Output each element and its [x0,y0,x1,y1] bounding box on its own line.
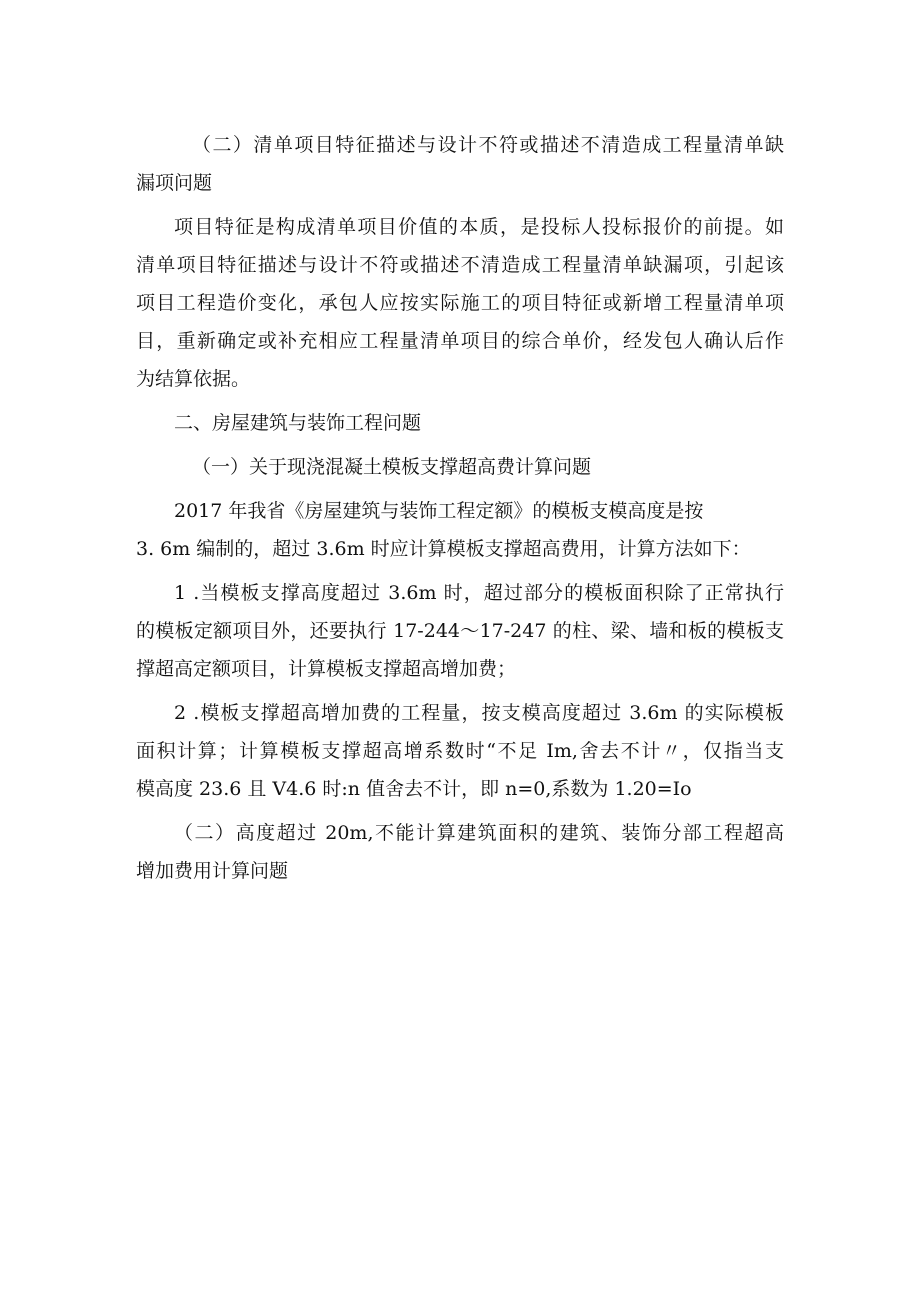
text-line: 1 .当模板支撑高度超过 3.6m 时，超过部分的模板面积除了正常执行 [174,582,784,604]
text-line: 项目特征是构成清单项目价值的本质，是投标人投标报价的前提。如 [174,216,784,238]
list-item-2 [136,694,784,808]
list-item-1 [136,574,784,688]
text-line: 2 .模板支撑超高增加费的工程量，按支模高度超过 3.6m 的实际模板 [174,702,784,724]
text-line: 模高度 23.6 且 V4.6 时:n 值舍去不计，即 n=0,系数为 1.20=Io [136,778,692,800]
text-line: 漏项问题 [136,172,213,194]
paragraph-subheading-2 [136,126,784,202]
text-line: 的模板定额项目外，还要执行 17-244～17-247 的柱、梁、墙和板的模板支 [136,620,784,642]
text-line: 为结算依据。 [136,368,251,390]
text-line: 面积计算；计算模板支撑超高增系数时“不足 Im,舍去不计〃，仅指当支 [136,740,784,762]
text-line: 项目工程造价变化，承包人应按实际施工的项目特征或新增工程量清单项 [136,292,784,314]
section-heading [136,404,784,442]
paragraph-body [136,492,784,568]
text-line: 清单项目特征描述与设计不符或描述不清造成工程量清单缺漏项，引起该 [136,254,784,276]
text-line: 二、房屋建筑与装饰工程问题 [174,412,422,434]
text-line: 撑超高定额项目，计算模板支撑超高增加费； [136,658,517,680]
text-line: 3. 6m 编制的，超过 3.6m 时应计算模板支撑超高费用，计算方法如下： [136,538,751,560]
text-line: 2017 年我省《房屋建筑与装饰工程定额》的模板支模高度是按 [174,500,704,522]
paragraph-body [136,208,784,398]
paragraph-subheading-1 [136,448,784,486]
text-line: （二）高度超过 20m,不能计算建筑面积的建筑、装饰分部工程超高 [174,822,784,844]
text-line: （二）清单项目特征描述与设计不符或描述不清造成工程量清单缺 [192,134,784,156]
text-line: （一）关于现浇混凝土模板支撑超高费计算问题 [192,456,592,478]
document-body [136,126,784,890]
text-line: 目，重新确定或补充相应工程量清单项目的综合单价，经发包人确认后作 [136,330,784,352]
text-line: 增加费用计算问题 [136,860,289,882]
paragraph-subheading-2b [136,814,784,890]
